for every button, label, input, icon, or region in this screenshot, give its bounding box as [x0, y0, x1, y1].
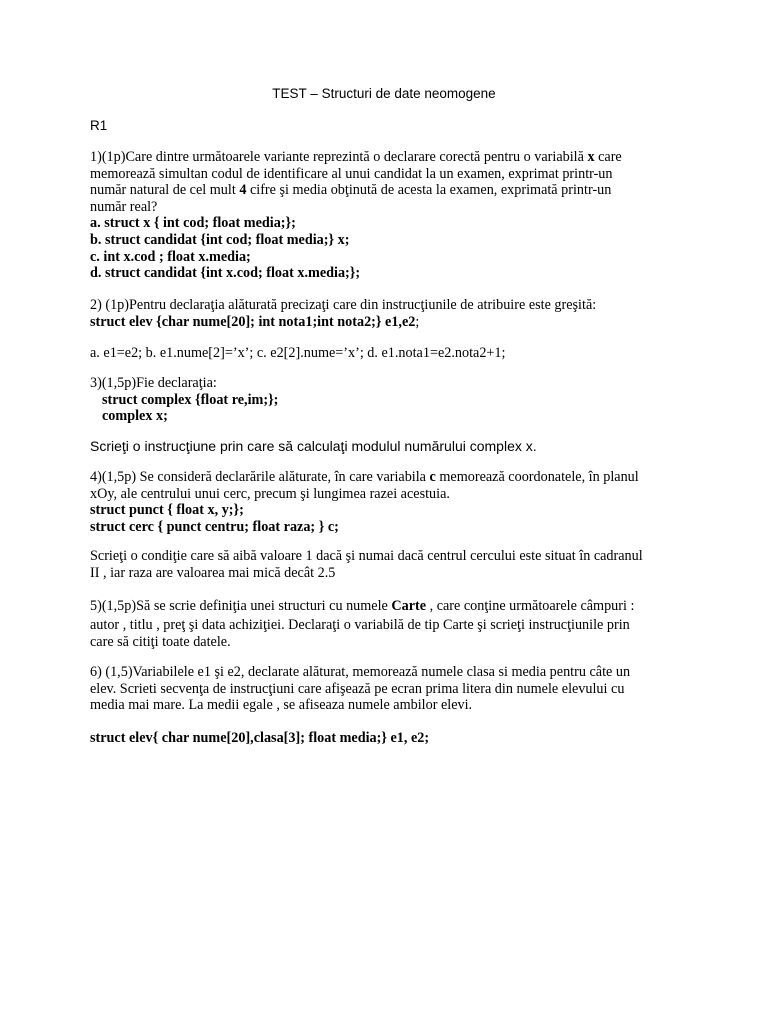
q1-option-a: a. struct x { int cod; float media;};	[90, 215, 296, 232]
question-3	[90, 375, 690, 425]
q4-line-1: 4)(1,5p) Se consideră declarările alăturate, în care variabila c memorează coordonatele, în planul	[90, 469, 639, 485]
q6-line-3: media mai mare. La medii egale , se afiseaza numele ambilor elevi.	[90, 697, 473, 714]
q5-line-2: autor , titlu , preţ şi data achiziţiei. Declaraţi o variabilă de tip Carte şi scrieţi instrucţiunile prin	[90, 617, 630, 633]
variant-label: R1	[90, 118, 108, 133]
q3-var-decl: complex x;	[102, 408, 168, 425]
q6-line-2: elev. Scrieti secvenţa de instrucţiuni care afişează pe ecran prima litera din numele elevului cu	[90, 680, 625, 697]
q4-task-line-2: II , iar raza are valoarea mai mică decât 2.5	[90, 564, 336, 581]
q1-option-d: d. struct candidat {int x.cod; float x.media;};	[90, 265, 361, 282]
q3-task-line: Scrieţi o instrucţiune prin care să calculaţi modulul numărului complex x.	[90, 438, 537, 454]
q2-options	[90, 345, 690, 362]
q3-task	[90, 438, 690, 455]
q4-struct-punct: struct punct { float x, y;};	[90, 502, 244, 519]
q4-task	[90, 548, 690, 581]
page-title: TEST – Structuri de date neomogene	[272, 86, 496, 101]
q6-declaration	[90, 730, 690, 747]
question-2	[90, 297, 690, 330]
q5-continued	[90, 617, 690, 650]
q3-struct-decl: struct complex {float re,im;};	[102, 391, 279, 408]
q1-option-b: b. struct candidat {int cod; float media;} x;	[90, 231, 350, 248]
q1-line-2: memorează simultan codul de identificare al unui candidat la un examen, exprimat printr-un	[90, 165, 613, 182]
q1-line-4: număr real?	[90, 198, 158, 215]
q1-line-3: număr natural de cel mult 4 cifre şi media obţinută de acesta la examen, exprimată printr-un	[90, 182, 612, 199]
q6-struct-decl: struct elev{ char nume[20],clasa[3]; float media;} e1, e2;	[90, 730, 430, 746]
q4-task-line-1: Scrieţi o condiţie care să aibă valoare 1 dacă şi numai dacă centrul cercului este situat în cadranul	[90, 548, 643, 564]
q5-line-1: 5)(1,5p)Să se scrie definiţia unei structuri cu numele Carte , care conţine următoarele câmpuri :	[90, 598, 635, 614]
q2-declaration: struct elev {char nume[20]; int nota1;int nota2;} e1,e2;	[90, 313, 420, 330]
question-6	[90, 664, 690, 714]
question-5	[90, 598, 690, 615]
q1-option-c: c. int x.cod ; float x.media;	[90, 248, 251, 265]
q5-line-3: care să citiţi toate datele.	[90, 633, 231, 650]
q4-line-2: xOy, ale centrului unui cerc, precum şi lungimea razei acestuia.	[90, 485, 450, 502]
q2-options-line: a. e1=e2; b. e1.nume[2]=’x’; c. e2[2].nume=’x’; d. e1.nota1=e2.nota2+1;	[90, 345, 506, 361]
question-4	[90, 469, 690, 535]
q6-line-1: 6) (1,5)Variabilele e1 şi e2, declarate alăturat, memorează numele clasa si media pentru câte un	[90, 664, 631, 680]
q3-line-1: 3)(1,5p)Fie declaraţia:	[90, 375, 217, 391]
q2-line-1: 2) (1p)Pentru declaraţia alăturată precizaţi care din instrucţiunile de atribuire este greşită:	[90, 297, 597, 313]
q4-struct-cerc: struct cerc { punct centru; float raza; } c;	[90, 518, 339, 535]
q1-line-1: 1)(1p)Care dintre următoarele variante reprezintă o declarare corectă pentru o variabilă x care	[90, 149, 622, 165]
question-1	[90, 149, 690, 282]
